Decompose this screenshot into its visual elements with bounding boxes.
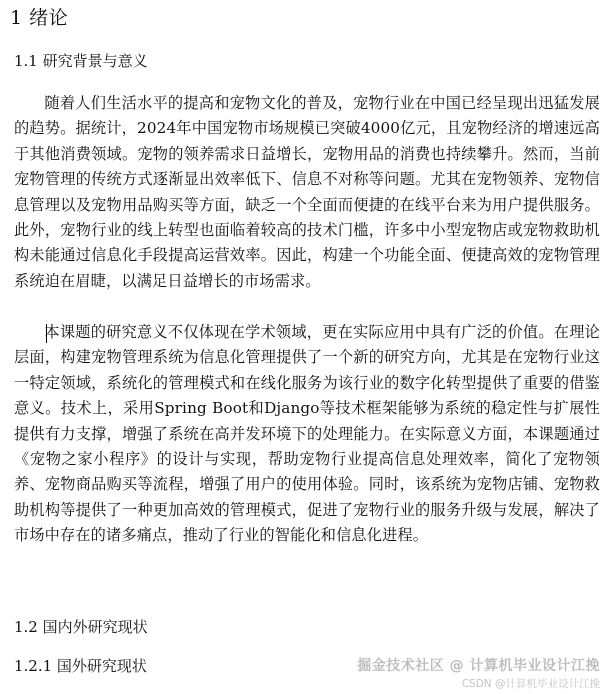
section-heading-research-status: 1.2 国内外研究现状 xyxy=(14,618,148,636)
chapter-heading: 1 绪论 xyxy=(10,7,69,29)
subsection-heading-foreign-research: 1.2.1 国外研究现状 xyxy=(14,657,147,675)
watermark-csdn: CSDN @计算机毕业设计江挽 xyxy=(461,678,600,690)
watermark-juejin: 掘金技术社区 @ 计算机毕业设计江挽 xyxy=(357,658,600,674)
paragraph-background: 随着人们生活水平的提高和宠物文化的普及，宠物行业在中国已经呈现出迅猛发展的趋势。据统计，2024年中国宠物市场规模已突破4000亿元，且宠物经济的增速远高于其他消费领域。宠物的领养需求日益增长，宠物用品的消费也持续攀升。然而，当前宠物管理的传统方式逐渐显出效率低下、信息不对称等问题。尤其在宠物领养、宠物信息管理以及宠物用品购买等方面，缺乏一个全面而便捷的在线平台来为用户提供服务。此外，宠物行业的线上转型也面临着较高的技术门槛，许多中小型宠物店或宠物救助机构未能通过信息化手段提高运营效率。因此，构建一个功能全面、便捷高效的宠物管理系统迫在眉睫，以满足日益增长的市场需求。 xyxy=(14,94,600,290)
section-heading: 1.1 研究背景与意义 xyxy=(14,52,148,70)
paragraph-significance: 本课题的研究意义不仅体现在学术领域，更在实际应用中具有广泛的价值。在理论层面，构建宠物管理系统为信息化管理提供了一个新的研究方向，尤其是在宠物行业这一特定领域，系统化的管理模式和在线化服务为该行业的数字化转型提供了重要的借鉴意义。技术上，采用Spring Boot和Django等技术框架能够为系统的稳定性与扩展性提供有力支撑，增强了系统在高并发环境下的处理能力。在实际意义方面，本课题通过《宠物之家小程序》的设计与实现，帮助宠物行业提高信息处理效率，简化了宠物领养、宠物商品购买等流程，增强了用户的使用体验。同时，该系统为宠物店铺、宠物救助机构等提供了一种更加高效的管理模式，促进了宠物行业的服务升级与发展，解决了市场中存在的诸多痛点，推动了行业的智能化和信息化进程。 xyxy=(14,323,600,545)
